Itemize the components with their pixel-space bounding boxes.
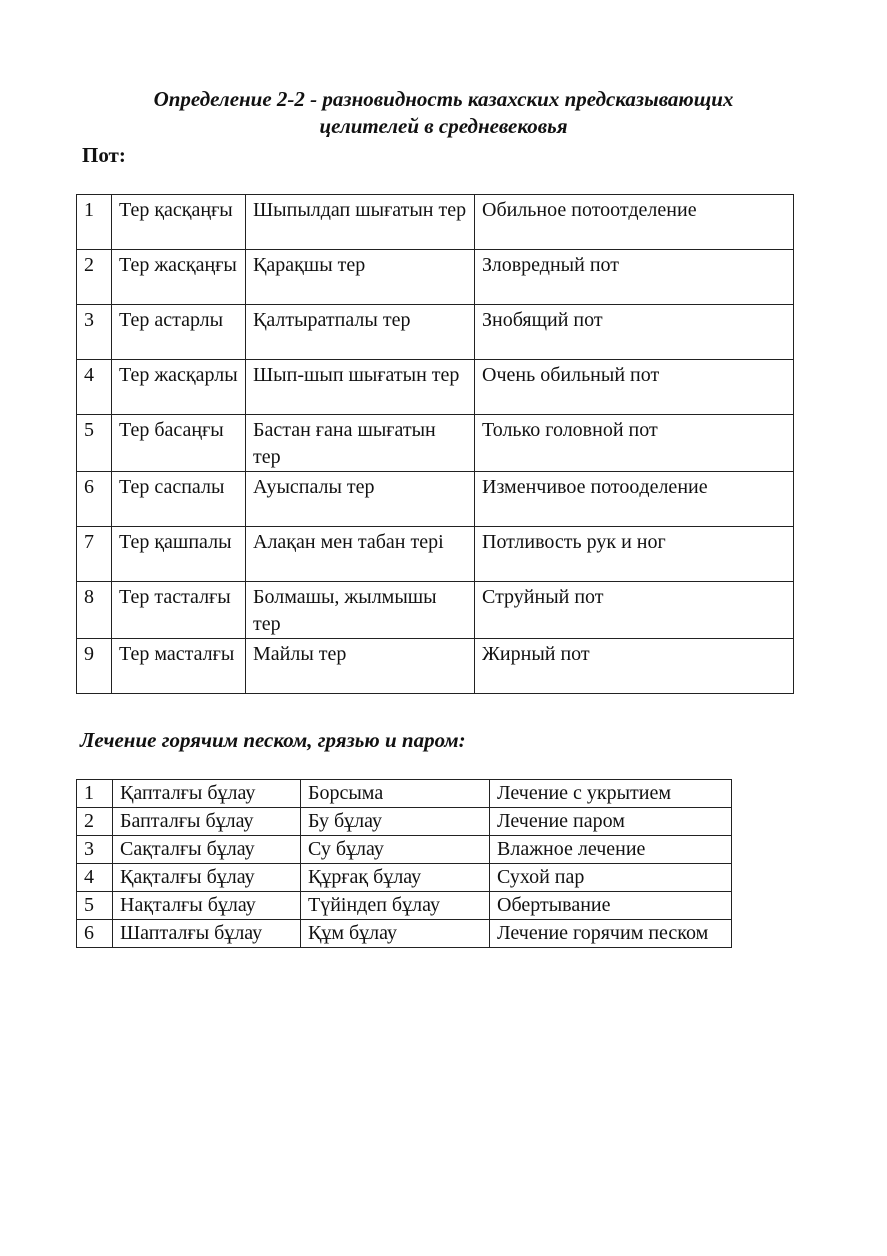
table-row [77, 527, 794, 582]
table-row [77, 639, 794, 694]
kazakh-term-cell: Сақталғы бұлау [113, 836, 301, 864]
russian-translation-cell: Только головной пот [475, 415, 794, 472]
russian-translation-cell: Знобящий пот [475, 305, 794, 360]
row-number-cell: 6 [77, 920, 113, 948]
table-row [77, 808, 732, 836]
description-cell: Қалтыратпалы тер [246, 305, 475, 360]
russian-translation-cell: Потливость рук и ног [475, 527, 794, 582]
row-number-cell: 9 [77, 639, 112, 694]
description-cell: Болмашы, жылмышы тер [246, 582, 475, 639]
row-number-cell: 4 [77, 360, 112, 415]
kazakh-term-cell: Тер жасқарлы [112, 360, 246, 415]
russian-translation-cell: Лечение с укрытием [490, 780, 732, 808]
kazakh-term-cell: Тер қашпалы [112, 527, 246, 582]
russian-translation-cell: Жирный пот [475, 639, 794, 694]
russian-translation-cell: Изменчивое потоoделение [475, 472, 794, 527]
description-cell: Қарақшы тер [246, 250, 475, 305]
title-line-1: Определение 2-2 - разновидность казахских предсказывающих [153, 87, 734, 111]
sweat-types-table [76, 194, 794, 694]
kazakh-term-cell: Тер басаңғы [112, 415, 246, 472]
row-number-cell: 3 [77, 836, 113, 864]
russian-translation-cell: Сухой пар [490, 864, 732, 892]
kazakh-term-cell: Тер қасқаңғы [112, 195, 246, 250]
description-cell: Түйіндеп бұлау [301, 892, 490, 920]
table-row [77, 582, 794, 639]
table-row [77, 892, 732, 920]
row-number-cell: 1 [77, 780, 113, 808]
table-row [77, 920, 732, 948]
kazakh-term-cell: Тер тасталғы [112, 582, 246, 639]
table-row [77, 864, 732, 892]
kazakh-term-cell: Шапталғы бұлау [113, 920, 301, 948]
kazakh-term-cell: Тер астарлы [112, 305, 246, 360]
description-cell: Майлы тер [246, 639, 475, 694]
kazakh-term-cell: Қақталғы бұлау [113, 864, 301, 892]
description-cell: Құрғақ бұлау [301, 864, 490, 892]
row-number-cell: 4 [77, 864, 113, 892]
table-row [77, 250, 794, 305]
russian-translation-cell: Обильное потоотделение [475, 195, 794, 250]
table-row [77, 472, 794, 527]
description-cell: Бастан ғана шығатын тер [246, 415, 475, 472]
kazakh-term-cell: Тер масталғы [112, 639, 246, 694]
russian-translation-cell: Влажное лечение [490, 836, 732, 864]
description-cell: Борсыма [301, 780, 490, 808]
kazakh-term-cell: Нақталғы бұлау [113, 892, 301, 920]
description-cell: Шыпылдап шығатын тер [246, 195, 475, 250]
table-row [77, 780, 732, 808]
description-cell: Су бұлау [301, 836, 490, 864]
row-number-cell: 6 [77, 472, 112, 527]
heat-table-body [77, 780, 732, 948]
document-title [60, 86, 827, 140]
row-number-cell: 1 [77, 195, 112, 250]
title-line-2: целителей в средневековья [319, 114, 568, 138]
table-row [77, 836, 732, 864]
row-number-cell: 5 [77, 415, 112, 472]
section-heading-heat-treatment: Лечение горячим песком, грязью и паром: [80, 728, 466, 752]
table-row [77, 415, 794, 472]
russian-translation-cell: Зловредный пот [475, 250, 794, 305]
description-cell: Бу бұлау [301, 808, 490, 836]
section-heading-sweat: Пот: [82, 143, 126, 167]
row-number-cell: 7 [77, 527, 112, 582]
russian-translation-cell: Лечение паром [490, 808, 732, 836]
kazakh-term-cell: Қапталғы бұлау [113, 780, 301, 808]
russian-translation-cell: Струйный пот [475, 582, 794, 639]
russian-translation-cell: Лечение горячим песком [490, 920, 732, 948]
row-number-cell: 2 [77, 808, 113, 836]
description-cell: Алақан мен табан тері [246, 527, 475, 582]
table-row [77, 360, 794, 415]
kazakh-term-cell: Бапталғы бұлау [113, 808, 301, 836]
sweat-table-body [77, 195, 794, 694]
russian-translation-cell: Обертывание [490, 892, 732, 920]
table-row [77, 195, 794, 250]
heat-treatment-table [76, 779, 732, 948]
russian-translation-cell: Очень обильный пот [475, 360, 794, 415]
row-number-cell: 3 [77, 305, 112, 360]
description-cell: Ауыспалы тер [246, 472, 475, 527]
row-number-cell: 8 [77, 582, 112, 639]
description-cell: Шып-шып шығатын тер [246, 360, 475, 415]
kazakh-term-cell: Тер жасқаңғы [112, 250, 246, 305]
row-number-cell: 5 [77, 892, 113, 920]
row-number-cell: 2 [77, 250, 112, 305]
table-row [77, 305, 794, 360]
description-cell: Құм бұлау [301, 920, 490, 948]
kazakh-term-cell: Тер саспалы [112, 472, 246, 527]
